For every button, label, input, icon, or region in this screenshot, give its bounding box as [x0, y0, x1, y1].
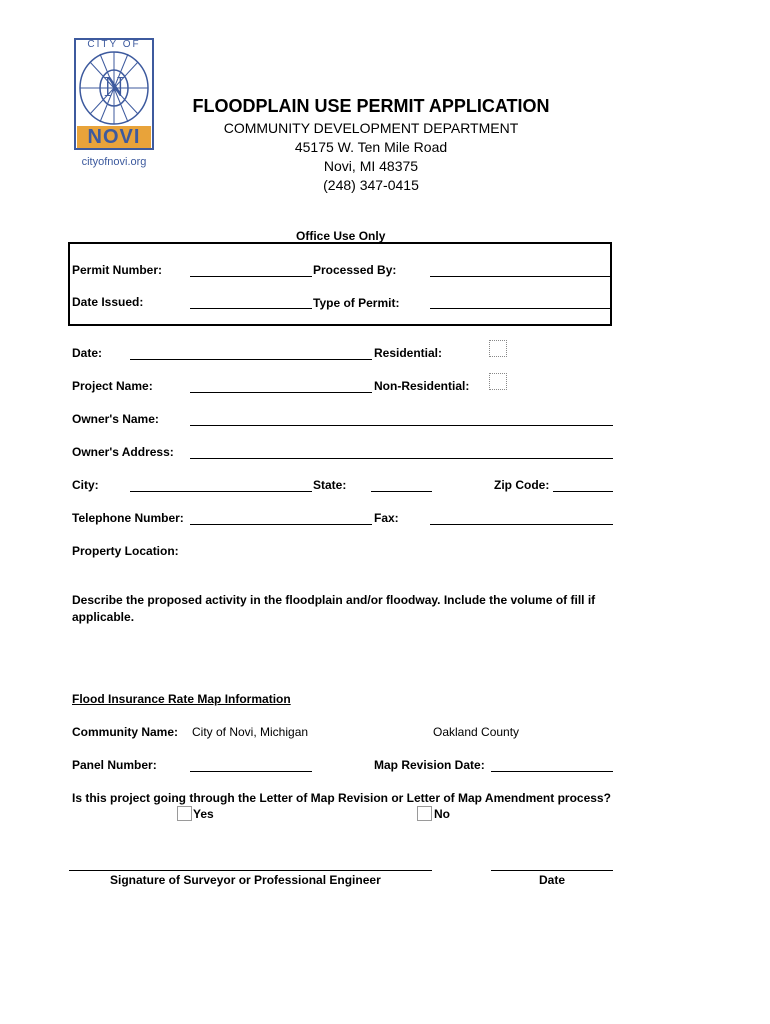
- community-name-value: City of Novi, Michigan: [192, 725, 309, 739]
- no-label: No: [434, 807, 450, 821]
- city-state-zip: Novi, MI 48375: [323, 158, 419, 174]
- no-checkbox[interactable]: [417, 806, 432, 821]
- non-residential-label: Non-Residential:: [374, 379, 470, 393]
- form-title: FLOODPLAIN USE PERMIT APPLICATION: [192, 96, 550, 116]
- zip-code-label: Zip Code:: [494, 478, 550, 492]
- residential-label: Residential:: [374, 346, 443, 360]
- owners-name-field[interactable]: [190, 425, 613, 426]
- map-revision-date-field[interactable]: [491, 771, 613, 772]
- panel-number-label: Panel Number:: [72, 758, 157, 772]
- firm-heading: Flood Insurance Rate Map Information: [72, 692, 291, 706]
- describe-activity-line1: Describe the proposed activity in the floodplain and/or floodway. Include the volume of fill if: [72, 593, 596, 607]
- office-use-box: [68, 242, 612, 326]
- project-name-label: Project Name:: [72, 379, 153, 393]
- logo-top-text: CITY OF: [87, 39, 141, 50]
- permit-number-label: Permit Number:: [72, 263, 163, 277]
- street-address: 45175 W. Ten Mile Road: [294, 139, 448, 155]
- office-use-heading: Office Use Only: [296, 229, 386, 243]
- date-issued-field[interactable]: [190, 308, 312, 309]
- property-location-label: Property Location:: [72, 544, 179, 558]
- processed-by-field[interactable]: [430, 276, 612, 277]
- date-issued-label: Date Issued:: [72, 295, 144, 309]
- yes-checkbox[interactable]: [177, 806, 192, 821]
- phone-number: (248) 347-0415: [323, 177, 419, 193]
- community-name-label: Community Name:: [72, 725, 179, 739]
- state-label: State:: [313, 478, 347, 492]
- logo-bottom-text: NOVI: [87, 126, 141, 148]
- yes-label: Yes: [193, 807, 214, 821]
- signature-date-label: Date: [539, 873, 566, 887]
- surveyor-signature-label: Signature of Surveyor or Professional Engineer: [110, 873, 381, 887]
- logo-url: cityofnovi.org: [81, 156, 147, 168]
- non-residential-checkbox[interactable]: [489, 373, 507, 390]
- telephone-field[interactable]: [190, 524, 372, 525]
- owners-address-label: Owner's Address:: [72, 445, 174, 459]
- processed-by-label: Processed By:: [313, 263, 397, 277]
- describe-activity-line2: applicable.: [72, 610, 135, 624]
- fax-field[interactable]: [430, 524, 613, 525]
- surveyor-signature-field[interactable]: [69, 870, 432, 871]
- zip-code-field[interactable]: [553, 491, 613, 492]
- owners-address-field[interactable]: [190, 458, 613, 459]
- lomr-question: Is this project going through the Letter of Map Revision or Letter of Map Amendment process?: [72, 791, 611, 805]
- type-of-permit-field[interactable]: [430, 308, 612, 309]
- state-field[interactable]: [371, 491, 432, 492]
- department-name: COMMUNITY DEVELOPMENT DEPARTMENT: [223, 120, 519, 136]
- city-label: City:: [72, 478, 99, 492]
- date-field[interactable]: [130, 359, 372, 360]
- telephone-label: Telephone Number:: [72, 511, 184, 525]
- residential-checkbox[interactable]: [489, 340, 507, 357]
- signature-date-field[interactable]: [491, 870, 613, 871]
- map-revision-date-label: Map Revision Date:: [374, 758, 485, 772]
- svg-text:N: N: [103, 72, 125, 103]
- owners-name-label: Owner's Name:: [72, 412, 159, 426]
- fax-label: Fax:: [374, 511, 399, 525]
- type-of-permit-label: Type of Permit:: [313, 296, 400, 310]
- county-value: Oakland County: [433, 725, 520, 739]
- permit-number-field[interactable]: [190, 276, 312, 277]
- city-field[interactable]: [130, 491, 312, 492]
- date-label: Date:: [72, 346, 103, 360]
- panel-number-field[interactable]: [190, 771, 312, 772]
- project-name-field[interactable]: [190, 392, 372, 393]
